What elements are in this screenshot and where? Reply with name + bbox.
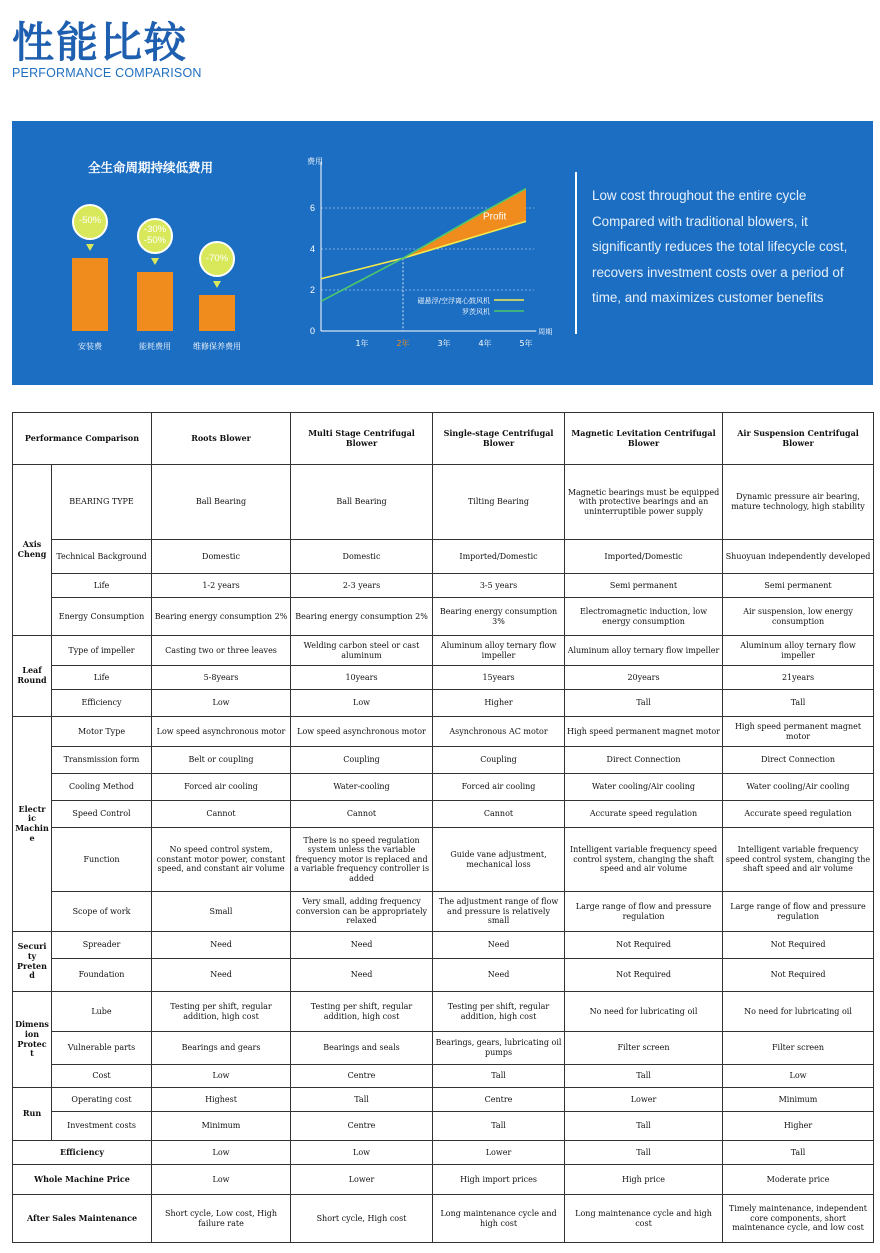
row-label: Vulnerable parts — [52, 1032, 152, 1065]
table-row — [13, 666, 874, 690]
table-row — [13, 1088, 874, 1112]
table-cell: Centre — [291, 1112, 433, 1141]
table-cell: Large range of flow and pressure regulation — [723, 892, 874, 932]
table-cell: Imported/Domestic — [433, 540, 565, 574]
legend-label: 罗茨风机 — [462, 308, 490, 316]
row-label: Lube — [52, 992, 152, 1032]
table-cell: Water cooling/Air cooling — [565, 774, 723, 801]
table-cell: Tall — [723, 1141, 874, 1165]
table-cell: Dynamic pressure air bearing, mature technology, high stability — [723, 465, 874, 540]
column-header: Single-stage Centrifugal Blower — [433, 413, 565, 465]
table-cell: Long maintenance cycle and high cost — [433, 1195, 565, 1243]
table-cell: Imported/Domestic — [565, 540, 723, 574]
table-cell: Lower — [433, 1141, 565, 1165]
table-row — [13, 1112, 874, 1141]
table-cell: Accurate speed regulation — [723, 801, 874, 828]
column-header: Performance Comparison — [13, 413, 152, 465]
table-cell: Need — [433, 959, 565, 992]
table-cell: Tall — [565, 1112, 723, 1141]
bar-0 — [72, 258, 108, 331]
table-cell: Not Required — [723, 959, 874, 992]
table-cell: Tall — [433, 1112, 565, 1141]
table-cell: There is no speed regulation system unless the variable frequency motor is replaced and a variable frequency controller is added — [291, 828, 433, 892]
row-label: Efficiency — [13, 1141, 152, 1165]
page-subtitle: PERFORMANCE COMPARISON — [12, 66, 202, 80]
table-cell: Need — [152, 959, 291, 992]
table-cell: Aluminum alloy ternary flow impeller — [565, 636, 723, 666]
table-cell: Asynchronous AC motor — [433, 717, 565, 747]
reduction-badge-1: -30% -50% — [137, 218, 173, 254]
table-cell: Need — [152, 932, 291, 959]
table-cell: Filter screen — [723, 1032, 874, 1065]
table-cell: Water-cooling — [291, 774, 433, 801]
table-cell: Not Required — [723, 932, 874, 959]
column-header: Multi Stage Centrifugal Blower — [291, 413, 433, 465]
page-title: 性能比较 — [12, 18, 189, 67]
table-cell: Bearings and gears — [152, 1032, 291, 1065]
row-label: Life — [52, 574, 152, 598]
bar-chart-title: 全生命周期持续低费用 — [88, 160, 214, 175]
y-tick-label: 0 — [309, 326, 315, 336]
table-cell: Cannot — [291, 801, 433, 828]
row-group-label: Axis Cheng — [13, 465, 52, 636]
table-cell: Small — [152, 892, 291, 932]
table-row — [13, 892, 874, 932]
row-label: Cooling Method — [52, 774, 152, 801]
row-group-label: Electr ic Machin e — [13, 717, 52, 932]
table-cell: Domestic — [152, 540, 291, 574]
table-cell: Direct Connection — [565, 747, 723, 774]
table-row — [13, 992, 874, 1032]
table-cell: Short cycle, High cost — [291, 1195, 433, 1243]
table-cell: Electromagnetic induction, low energy consumption — [565, 598, 723, 636]
table-cell: Belt or coupling — [152, 747, 291, 774]
table-row — [13, 774, 874, 801]
table-cell: 3-5 years — [433, 574, 565, 598]
table-row — [13, 574, 874, 598]
row-group-label: Run — [13, 1088, 52, 1141]
y-axis-label: 费用 — [307, 157, 323, 166]
table-cell: Timely maintenance, independent core components, short maintenance cycle, and low cost — [723, 1195, 874, 1243]
x-tick-label: 4年 — [478, 339, 492, 348]
table-cell: Need — [291, 959, 433, 992]
table-cell: Short cycle, Low cost, High failure rate — [152, 1195, 291, 1243]
table-cell: Forced air cooling — [152, 774, 291, 801]
row-label: Motor Type — [52, 717, 152, 747]
badge-arrow-icon — [151, 258, 159, 265]
series-line-1 — [321, 189, 526, 302]
table-cell: High import prices — [433, 1165, 565, 1195]
table-row — [13, 690, 874, 717]
table-cell: Low — [291, 1141, 433, 1165]
column-header: Magnetic Levitation Centrifugal Blower — [565, 413, 723, 465]
table-cell: Centre — [433, 1088, 565, 1112]
table-cell: 1-2 years — [152, 574, 291, 598]
table-cell: No speed control system, constant motor power, constant speed, and constant air volume — [152, 828, 291, 892]
table-cell: Water cooling/Air cooling — [723, 774, 874, 801]
table-cell: Semi permanent — [565, 574, 723, 598]
table-cell: Low — [291, 690, 433, 717]
row-label: Spreader — [52, 932, 152, 959]
table-cell: Cannot — [433, 801, 565, 828]
table-cell: Minimum — [723, 1088, 874, 1112]
table-row — [13, 1141, 874, 1165]
table-row — [13, 1165, 874, 1195]
bar-category-label: 维修保养费用 — [193, 342, 241, 351]
table-cell: Low — [152, 1065, 291, 1088]
table-cell: Tall — [291, 1088, 433, 1112]
table-cell: Low — [152, 690, 291, 717]
table-cell: Aluminum alloy ternary flow impeller — [433, 636, 565, 666]
table-cell: Air suspension, low energy consumption — [723, 598, 874, 636]
row-label: Energy Consumption — [52, 598, 152, 636]
table-row — [13, 1032, 874, 1065]
table-row — [13, 828, 874, 892]
table-cell: Ball Bearing — [291, 465, 433, 540]
table-cell: Forced air cooling — [433, 774, 565, 801]
table-cell: Low — [152, 1165, 291, 1195]
table-cell: Aluminum alloy ternary flow impeller — [723, 636, 874, 666]
table-cell: Accurate speed regulation — [565, 801, 723, 828]
table-cell: Magnetic bearings must be equipped with protective bearings and an uninterruptible power supply — [565, 465, 723, 540]
badge-arrow-icon — [213, 281, 221, 288]
table-cell: Welding carbon steel or cast aluminum — [291, 636, 433, 666]
table-cell: The adjustment range of flow and pressure is relatively small — [433, 892, 565, 932]
table-cell: Testing per shift, regular addition, high cost — [433, 992, 565, 1032]
table-cell: Bearing energy consumption 2% — [291, 598, 433, 636]
row-group-label: Dimens ion Protec t — [13, 992, 52, 1088]
x-tick-label: 2年 — [396, 339, 410, 348]
table-cell: Tall — [723, 690, 874, 717]
y-tick-label: 6 — [309, 203, 315, 213]
table-cell: No need for lubricating oil — [565, 992, 723, 1032]
table-cell: 10years — [291, 666, 433, 690]
row-label: Investment costs — [52, 1112, 152, 1141]
row-label: After Sales Maintenance — [13, 1195, 152, 1243]
table-cell: No need for lubricating oil — [723, 992, 874, 1032]
table-cell: Tall — [565, 1141, 723, 1165]
table-cell: 21years — [723, 666, 874, 690]
row-label: Efficiency — [52, 690, 152, 717]
table-cell: Cannot — [152, 801, 291, 828]
table-cell: Not Required — [565, 932, 723, 959]
row-label: Whole Machine Price — [13, 1165, 152, 1195]
row-label: Transmission form — [52, 747, 152, 774]
table-cell: High speed permanent magnet motor — [565, 717, 723, 747]
table-cell: Tall — [565, 1065, 723, 1088]
table-cell: Low — [152, 1141, 291, 1165]
table-cell: Lower — [291, 1165, 433, 1195]
table-row — [13, 932, 874, 959]
table-cell: Low speed asynchronous motor — [291, 717, 433, 747]
table-cell: 5-8years — [152, 666, 291, 690]
table-cell: Semi permanent — [723, 574, 874, 598]
table-cell: High price — [565, 1165, 723, 1195]
bar-category-label: 安装费 — [78, 342, 102, 351]
table-cell: Bearings and seals — [291, 1032, 433, 1065]
row-group-label: Securi ty Preten d — [13, 932, 52, 992]
row-label: Foundation — [52, 959, 152, 992]
bar-2 — [199, 295, 235, 331]
row-label: Operating cost — [52, 1088, 152, 1112]
table-row — [13, 636, 874, 666]
row-label: BEARING TYPE — [52, 465, 152, 540]
y-tick-label: 2 — [309, 285, 315, 295]
table-cell: Guide vane adjustment, mechanical loss — [433, 828, 565, 892]
table-cell: Tall — [565, 690, 723, 717]
x-tick-label: 1年 — [355, 339, 369, 348]
table-cell: Centre — [291, 1065, 433, 1088]
profit-label: Profit — [482, 211, 507, 223]
table-cell: Shuoyuan independently developed — [723, 540, 874, 574]
table-cell: Need — [291, 932, 433, 959]
table-cell: Need — [433, 932, 565, 959]
row-label: Technical Background — [52, 540, 152, 574]
banner-description: Low cost throughout the entire cycle Compared with traditional blowers, it significantly reduces the total lifecycle cost, recovers investment costs over a period of time, and maximizes customer benefits — [592, 188, 848, 305]
table-cell: Highest — [152, 1088, 291, 1112]
table-row — [13, 717, 874, 747]
table-cell: Casting two or three leaves — [152, 636, 291, 666]
table-cell: Ball Bearing — [152, 465, 291, 540]
row-label: Life — [52, 666, 152, 690]
table-cell: Large range of flow and pressure regulation — [565, 892, 723, 932]
table-cell: 20years — [565, 666, 723, 690]
x-axis-label: 周期 — [538, 328, 553, 336]
table-row — [13, 747, 874, 774]
table-cell: Lower — [565, 1088, 723, 1112]
table-cell: Low speed asynchronous motor — [152, 717, 291, 747]
column-header: Air Suspension Centrifugal Blower — [723, 413, 874, 465]
table-cell: Direct Connection — [723, 747, 874, 774]
table-row — [13, 465, 874, 540]
reduction-badge-0: -50% — [72, 204, 108, 240]
table-cell: Higher — [433, 690, 565, 717]
x-tick-label: 5年 — [519, 339, 533, 348]
row-label: Scope of work — [52, 892, 152, 932]
table-cell: Intelligent variable frequency speed control system, changing the shaft speed and air volume — [565, 828, 723, 892]
table-cell: Not Required — [565, 959, 723, 992]
row-label: Function — [52, 828, 152, 892]
row-label: Type of impeller — [52, 636, 152, 666]
table-row — [13, 959, 874, 992]
table-row — [13, 1195, 874, 1243]
table-header-row — [13, 413, 874, 465]
row-label: Speed Control — [52, 801, 152, 828]
table-cell: 15years — [433, 666, 565, 690]
table-cell: Domestic — [291, 540, 433, 574]
table-cell: 2-3 years — [291, 574, 433, 598]
column-header: Roots Blower — [152, 413, 291, 465]
table-cell: Testing per shift, regular addition, high cost — [152, 992, 291, 1032]
reduction-badge-2: -70% — [199, 241, 235, 277]
table-cell: Higher — [723, 1112, 874, 1141]
banner-divider — [575, 172, 577, 334]
table-cell: Coupling — [291, 747, 433, 774]
table-cell: Bearing energy consumption 3% — [433, 598, 565, 636]
table-cell: Bearing energy consumption 2% — [152, 598, 291, 636]
table-cell: Minimum — [152, 1112, 291, 1141]
table-cell: Low — [723, 1065, 874, 1088]
bar-1 — [137, 272, 173, 331]
x-tick-label: 3年 — [437, 339, 451, 348]
table-row — [13, 540, 874, 574]
table-cell: Bearings, gears, lubricating oil pumps — [433, 1032, 565, 1065]
table-cell: Long maintenance cycle and high cost — [565, 1195, 723, 1243]
line-chart — [300, 150, 560, 360]
table-cell: Tilting Bearing — [433, 465, 565, 540]
comparison-table — [12, 412, 874, 1243]
table-cell: Testing per shift, regular addition, high cost — [291, 992, 433, 1032]
table-row — [13, 801, 874, 828]
table-cell: Tall — [433, 1065, 565, 1088]
table-row — [13, 598, 874, 636]
row-group-label: Leaf Round — [13, 636, 52, 717]
row-label: Cost — [52, 1065, 152, 1088]
table-cell: Moderate price — [723, 1165, 874, 1195]
table-cell: Coupling — [433, 747, 565, 774]
badge-arrow-icon — [86, 244, 94, 251]
legend-label: 磁悬浮/空浮离心鼓风机 — [417, 297, 490, 305]
bar-category-label: 能耗费用 — [139, 342, 171, 351]
table-cell: Intelligent variable frequency speed control system, changing the shaft speed and air volume — [723, 828, 874, 892]
table-cell: Filter screen — [565, 1032, 723, 1065]
table-cell: High speed permanent magnet motor — [723, 717, 874, 747]
table-row — [13, 1065, 874, 1088]
y-tick-label: 4 — [309, 244, 315, 254]
table-cell: Very small, adding frequency conversion can be appropriately relaxed — [291, 892, 433, 932]
